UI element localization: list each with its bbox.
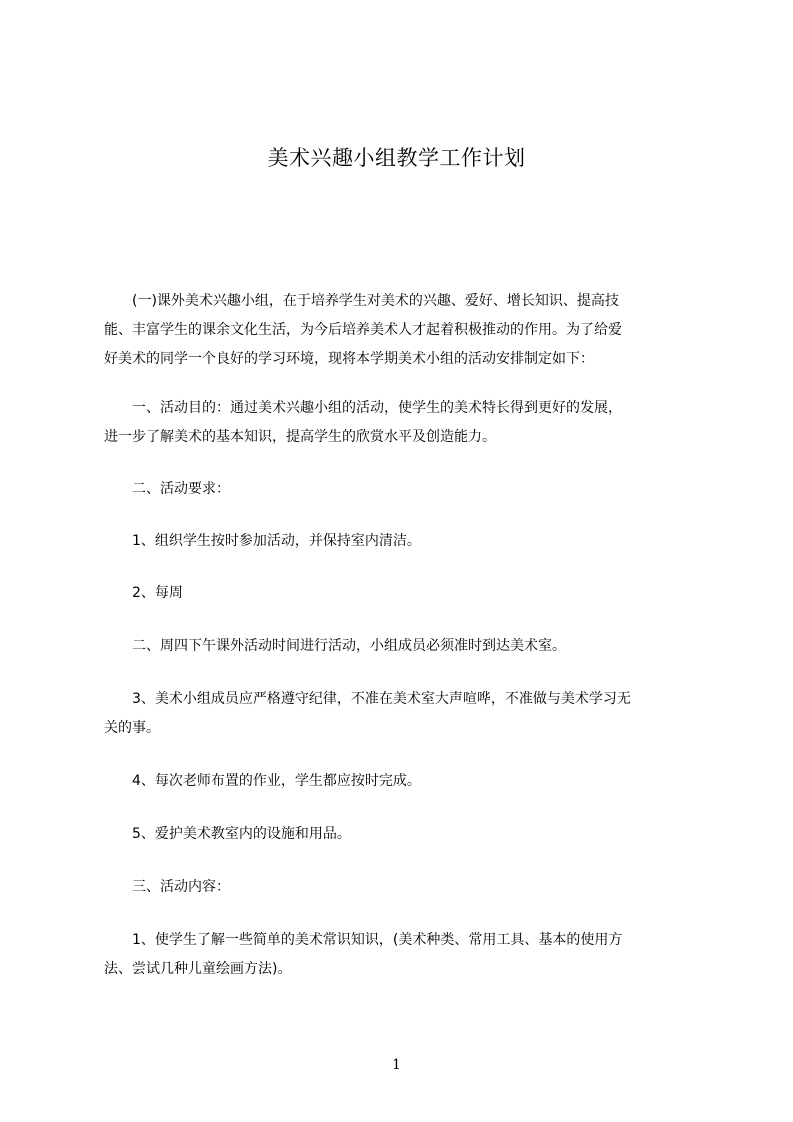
content-heading: 三、活动内容： (104, 879, 230, 895)
document-title: 美术兴趣小组教学工作计划 (267, 146, 526, 170)
goal-paragraph (104, 394, 724, 452)
requirement-5: 5、爱护美术教室内的设施和用品。 (104, 826, 351, 842)
requirement-2: 2、每周 (104, 585, 183, 601)
content-item-1 (104, 926, 724, 984)
goal-line-1: 一、活动目的：通过美术兴趣小组的活动，使学生的美术特长得到更好的发展， (104, 400, 622, 416)
requirement-3-line-2: 关的事。 (104, 720, 160, 736)
content-item-1-line-2: 法、尝试几种儿童绘画方法)。 (104, 961, 292, 977)
requirement-2-continued: 二、周四下午课外活动时间进行活动，小组成员必须准时到达美术室。 (104, 638, 566, 654)
intro-line-3: 好美术的同学一个良好的学习环境，现将本学期美术小组的活动安排制定如下： (104, 351, 594, 367)
requirement-4: 4、每次老师布置的作业，学生都应按时完成。 (104, 773, 421, 789)
requirement-3-line-1: 3、美术小组成员应严格遵守纪律，不准在美术室大声喧哗，不准做与美术学习无 (104, 691, 631, 707)
intro-line-2: 能、丰富学生的课余文化生活，为今后培养美术人才起着积极推动的作用。为了给爱 (104, 322, 622, 338)
content-item-1-line-1: 1、使学生了解一些简单的美术常识知识，(美术种类、常用工具、基本的使用方 (104, 932, 623, 948)
goal-line-2: 进一步了解美术的基本知识，提高学生的欣赏水平及创造能力。 (104, 429, 496, 445)
intro-line-1: (一)课外美术兴趣小组，在于培养学生对美术的兴趣、爱好、增长知识、提高技 (104, 293, 619, 309)
page-number: 1 (392, 1057, 401, 1073)
requirement-1: 1、组织学生按时参加活动，并保持室内清洁。 (104, 533, 421, 549)
intro-paragraph (104, 287, 724, 374)
requirement-3 (104, 685, 724, 743)
requirements-heading: 二、活动要求： (104, 481, 230, 497)
